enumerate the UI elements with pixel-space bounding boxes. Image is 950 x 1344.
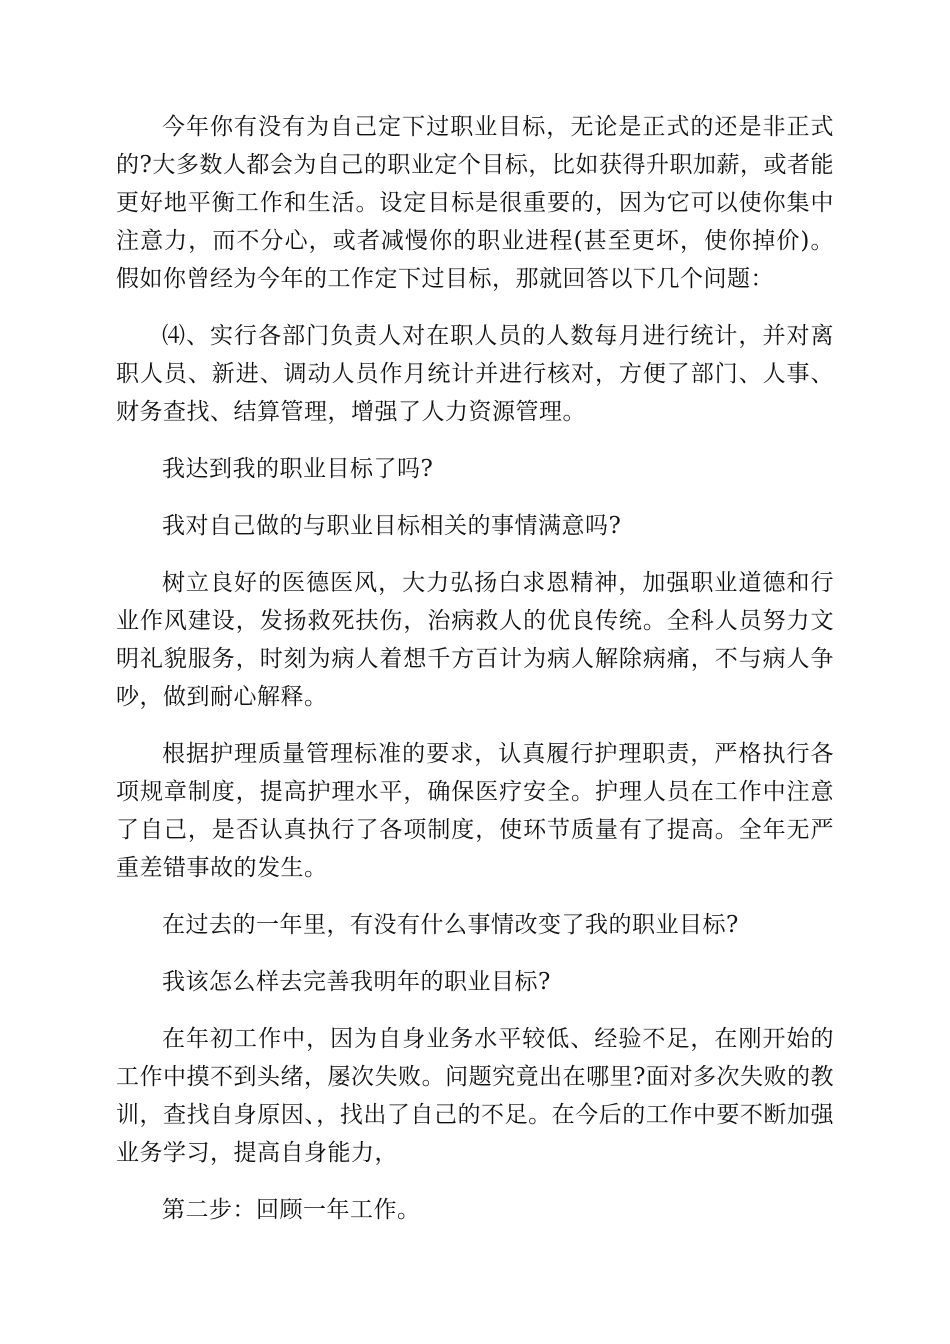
paragraph: 我对自己做的与职业目标相关的事情满意吗? — [162, 513, 622, 539]
paragraph: ⑷、实行各部门负责人对在职人员的人数每月进行统计，并对离职人员、新进、调动人员作月统计并进行核对，方便了部门、人事、财务查找、结算管理，增强了人力资源管理。 — [116, 323, 834, 425]
paragraph: 在年初工作中，因为自身业务水平较低、经验不足，在刚开始的工作中摸不到头绪，屡次失败。问题究竟出在哪里?面对多次失败的教训，查找自身原因、，找出了自己的不足。在今后的工作中要不断加强业务学习，提高自身能力， — [116, 1026, 834, 1166]
paragraph: 我该怎么样去完善我明年的职业目标? — [162, 969, 551, 995]
paragraph: 我达到我的职业目标了吗? — [162, 456, 434, 482]
paragraph: 在过去的一年里，有没有什么事情改变了我的职业目标? — [162, 912, 739, 938]
document-body — [116, 108, 834, 1248]
paragraph: 今年你有没有为自己定下过职业目标，无论是正式的还是非正式的?大多数人都会为自己的职业定个目标，比如获得升职加薪，或者能更好地平衡工作和生活。设定目标是很重要的，因为它可以使你集中注意力，而不分心，或者减慢你的职业进程(甚至更坏，使你掉价)。假如你曾经为今年的工作定下过目标，那就回答以下几个问题： — [116, 114, 834, 292]
paragraph: 第二步：回顾一年工作。 — [162, 1197, 421, 1223]
paragraph: 根据护理质量管理标准的要求，认真履行护理职责，严格执行各项规章制度，提高护理水平，确保医疗安全。护理人员在工作中注意了自己，是否认真执行了各项制度，使环节质量有了提高。全年无严重差错事故的发生。 — [116, 741, 834, 881]
paragraph: 树立良好的医德医风，大力弘扬白求恩精神，加强职业道德和行业作风建设，发扬救死扶伤，治病救人的优良传统。全科人员努力文明礼貌服务，时刻为病人着想千方百计为病人解除病痛，不与病人争吵，做到耐心解释。 — [116, 570, 834, 710]
